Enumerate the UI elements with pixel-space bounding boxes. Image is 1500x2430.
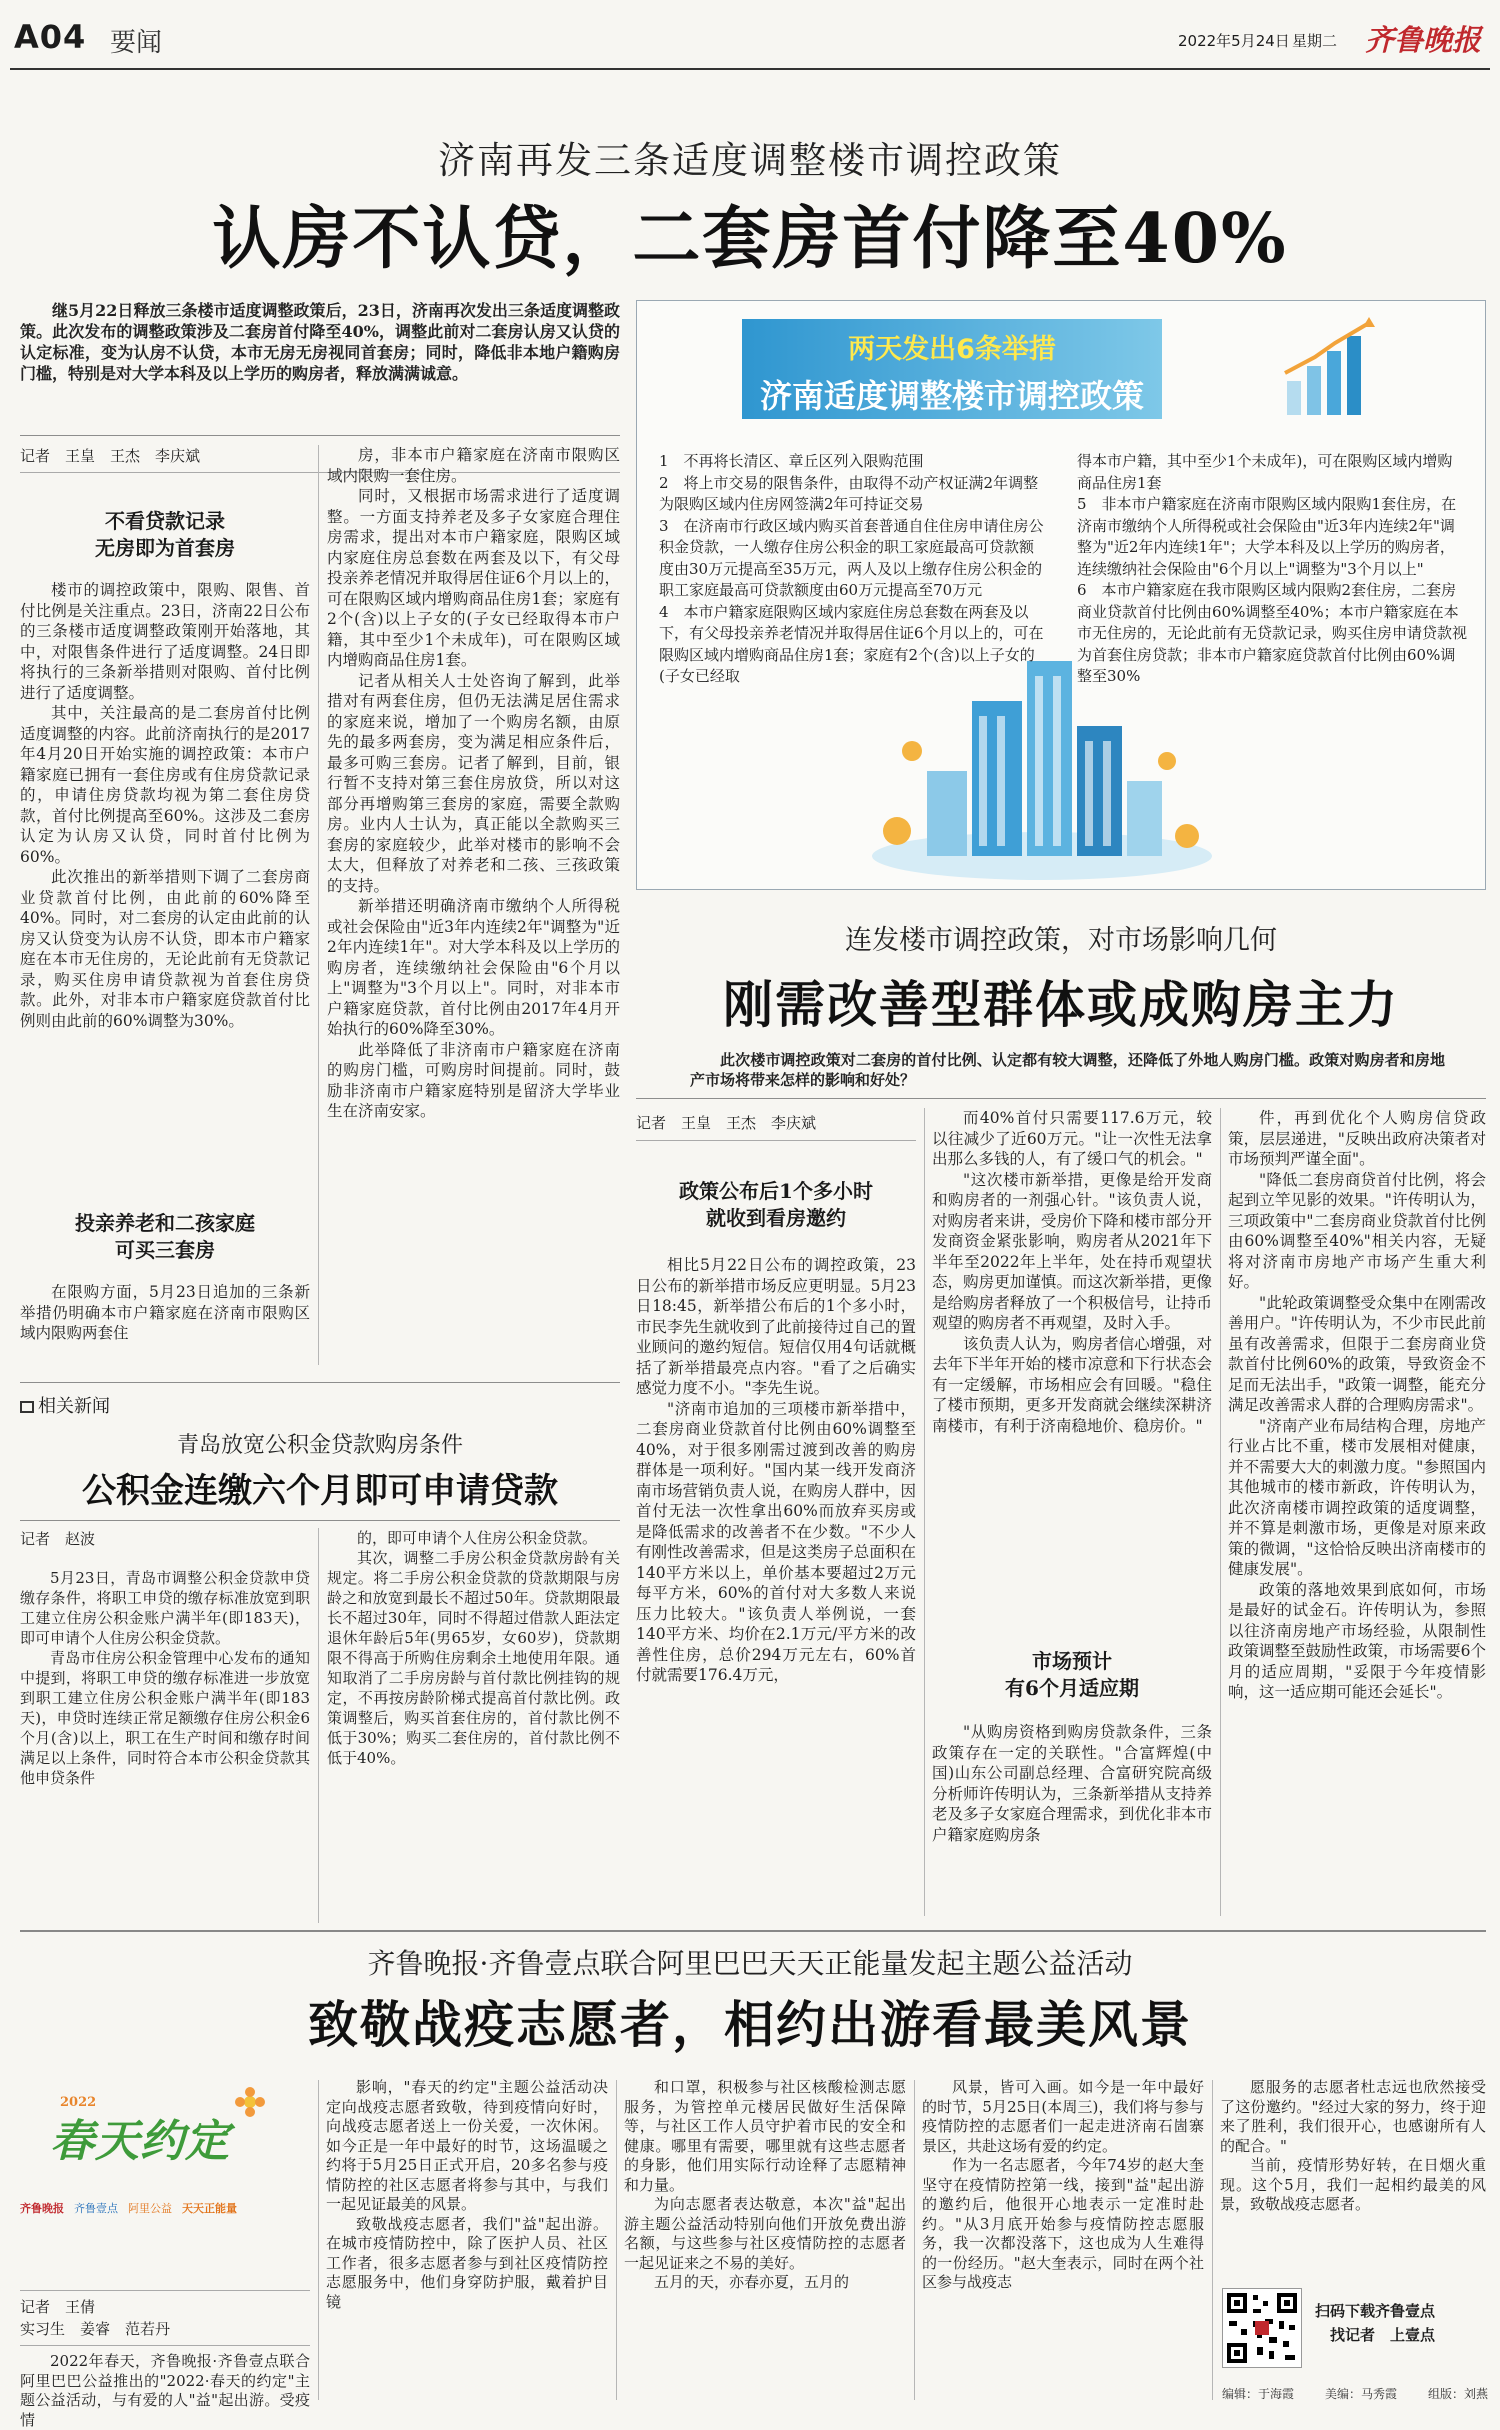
article2-byline: 记者 王皇 王杰 李庆斌: [636, 1114, 817, 1132]
page-credits: [1222, 2385, 1488, 2402]
issue-date: 2022年5月24日: [1178, 32, 1290, 50]
sponsor-logos: [20, 2200, 310, 2216]
sponsor-qlwb: 齐鲁晚报: [20, 2202, 64, 2215]
paragraph: 房，非本市户籍家庭在济南市限购区域内限购一套住房。: [327, 446, 620, 485]
article2-body-col2b: [932, 1722, 1212, 1845]
paragraph: 该负责人认为，购房者信心增强，对去年下半年开始的楼市凉意和下行状态会有一定缓解，市场相应会有回暖。"稳住了楼市预期，更多开发商就会继续深耕济南楼市，有利于济南稳地价、稳房价。": [932, 1334, 1212, 1435]
article1-byline: 记者 王皇 王杰 李庆斌: [20, 447, 201, 465]
paragraph: 楼市的调控政策中，限购、限售、首付比例是关注重点。23日，济南22日公布的三条楼市适度调整政策刚开始落地，其中，对限售条件进行了适度调整。24日即将执行的三条新举措则对限购、首付比例进行了适度调整。: [20, 581, 310, 702]
sponsor-ttznl: 天天正能量: [182, 2202, 237, 2215]
related-body-col2: [327, 1528, 620, 1768]
related-news-label: 相关新闻: [20, 1392, 110, 1418]
article3-headline: 致敬战疫志愿者，相约出游看最美风景: [308, 1995, 1192, 2054]
paragraph: 新举措还明确济南市缴纳个人所得税或社会保险由"近3年内连续2年"调整为"近2年内连续1年"。对大学本科及以上学历的购房者，连续缴纳社会保险由"6个月以上"调整为"3个月以上"。同时，对非本市户籍家庭贷款，首付比例由2017年4月开始执行的60%降至30%。: [327, 897, 620, 1038]
bar-chart-icon: [1277, 311, 1397, 421]
credit-editor: 编辑：于海霞: [1222, 2387, 1295, 2401]
qr-caption-2: 找记者 上壹点: [1330, 2326, 1436, 2344]
section-name: 要闻: [110, 28, 163, 58]
issue-weekday: 星期二: [1292, 32, 1338, 50]
document-icon: [20, 1401, 34, 1413]
paragraph: "从购房资格到购房贷款条件，三条政策存在一定的关联性。"合富辉煌(中国)山东公司副总经理、合富研究院高级分析师许传明认为，三条新举措从支持养老及多子女家庭合理需求，到优化非本市户籍家庭购房条: [932, 1723, 1212, 1844]
article2-subhead-2: 市场预计 有6个月适应期: [1005, 1649, 1139, 1700]
article3-body-col4: [922, 2078, 1204, 2293]
info-box-title-1: 两天发出6条举措: [848, 334, 1056, 365]
flower-icon: [235, 2087, 265, 2117]
paragraph: 的，即可申请个人住房公积金贷款。: [357, 1529, 598, 1547]
paragraph: "此轮政策调整受众集中在刚需改善用户。"许传明认为，不少市民此前虽有改善需求，但限于二套房商业贷款首付比例60%的政策，导致资金不足而无法出手，"政策一调整，能充分满足改善需求人群的合理购房需求"。: [1228, 1293, 1486, 1414]
paragraph: 为向志愿者表达敬意，本次"益"起出游主题公益活动特别向他们开放免费出游名额，与这些参与社区疫情防控的志愿者一起见证来之不易的美好。: [624, 2195, 906, 2272]
paragraph: 风景，皆可入画。如今是一年中最好的时节，5月25日(本周三)，我们将与参与疫情防控的志愿者们一起走进济南石崮寨景区，共赴这场有爱的约定。: [922, 2078, 1204, 2155]
article3-byline-1: 记者 王倩: [20, 2298, 96, 2316]
paragraph: 致敬战疫志愿者，我们"益"起出游。在城市疫情防控中，除了医护人员、社区工作者，很多志愿者参与到社区疫情防控志愿服务中，他们身穿防护服，戴着护目镜: [326, 2214, 608, 2311]
spring-appointment-logo: [20, 2075, 310, 2270]
article3-body-col1: [20, 2352, 310, 2430]
article2-body-col3: [1228, 1108, 1486, 1703]
related-kicker: 青岛放宽公积金贷款购房条件: [176, 1433, 463, 1458]
credit-proof: 组版：刘燕: [1427, 2387, 1488, 2401]
paragraph: 青岛市住房公积金管理中心发布的通知中提到，将职工申贷的缴存标准进一步放宽到职工建立住房公积金账户满半年(即183天)，申贷时连续正常足额缴存住房公积金6个月(含)以上，职工在生产时间和缴存时间满足以上条件，同时符合本市公积金贷款其他申贷条件: [20, 1649, 310, 1787]
paragraph: 此举降低了非济南市户籍家庭在济南的购房门槛，可购房时间提前。同时，鼓励非济南市户籍家庭特别是留济大学毕业生在济南安家。: [327, 1040, 620, 1120]
paragraph: "济南产业布局结构合理，房地产行业占比不重，楼市发展相对健康，并不需要大大的刺激力度。"参照国内其他城市的楼市新政，许传明认为，此次济南楼市调控政策的适度调整，并不算是刺激市场，更像是对原来政策的微调，"这恰恰反映出济南楼市的健康发展"。: [1228, 1416, 1486, 1578]
article3-body-col5: [1220, 2078, 1486, 2215]
masthead-rule: [10, 68, 1490, 70]
paragraph: 而40%首付只需要117.6万元，较以往减少了近60万元。"让一次性无法拿出那么多钱的人，有了缓口气的机会。": [932, 1109, 1212, 1168]
article1-kicker: 济南再发三条适度调整楼市调控政策: [438, 139, 1062, 182]
info-box-title-banner: [742, 319, 1162, 419]
paragraph: 政策的落地效果到底如何，市场是最好的试金石。许传明认为，参照以往济南房地产市场经验，从限制性政策调整至鼓励性政策，市场需要6个月的适应周期，"妥限于今年疫情影响，这一适应期可能还会延长"。: [1228, 1580, 1486, 1701]
paragraph: "这次楼市新举措，更像是给开发商和购房者的一剂强心针。"该负责人说，对购房者来讲，受房价下降和楼市部分开发商资金紧张影响，购房者从2021年下半年至2022年上半年，处在持币观望状态，购房更加谨慎。而这次新举措，更像是给购房者释放了一个积极信号，让持币观望的购房者不再观望，及时入手。: [932, 1170, 1212, 1332]
qr-caption-1: 扫码下载齐鲁壹点: [1315, 2302, 1436, 2320]
article2-lead: 此次楼市调控政策对二套房的首付比例、认定都有较大调整，还降低了外地人购房门槛。政策对购房者和房地产市场将带来怎样的影响和好处？: [690, 1051, 1445, 1089]
paragraph: 在限购方面，5月23日追加的三条新举措仍明确本市户籍家庭在济南市限购区域内限购两套住: [20, 1283, 310, 1342]
paragraph: 五月的天，亦春亦夏，五月的: [654, 2273, 850, 2291]
article2-subhead-1: 政策公布后1个多小时 就收到看房邀约: [679, 1179, 873, 1230]
page-number: A04: [14, 18, 87, 56]
paragraph: 当前，疫情形势好转，在日烟火重现。这个5月，我们一起相约最美的风景，致敬战疫志愿者。: [1220, 2156, 1486, 2213]
info-box-items-right: 得本市户籍，其中至少1个未成年)，可在限购区域内增购商品住房1套 5 非本市户籍家庭在济南市限购区域内限购1套住房，在济南市缴纳个人所得税或社会保险由"近3年内连续2年"调整为"近2年内连续1年"；大学本科及以上学历的购房者，连续缴纳社会保险由"6个月以上"调整为"3个月以上" 6 本市户籍家庭在我市限购区域内限购2套住房，二套房商业贷款首付比例由60%调整至40%；本市户籍家庭在本市无住房的，无论此前有无贷款记录，购买住房申请贷款视为首套住房贷款；非本市户籍家庭贷款首付比例由60%调整至30%: [1077, 452, 1468, 685]
sponsor-qlyd: 齐鲁壹点: [74, 2202, 118, 2215]
article1-lead: 继5月22日释放三条楼市适度调整政策后，23日，济南再次发出三条适度调整政策。此次发布的调整政策涉及二套房首付降至40%，调整此前对二套房认房又认贷的认定标准，变为认房不认贷，本市无房无房视同首套房；同时，降低非本地户籍购房门槛，特别是对大学本科及以上学历的购房者，释放满满诚意。: [20, 301, 620, 383]
paragraph: 2022年春天，齐鲁晚报·齐鲁壹点联合阿里巴巴公益推出的"2022·春天的约定"主题公益活动，与有爱的人"益"起出游。受疫情: [20, 2352, 310, 2429]
article1-headline: 认房不认贷，二套房首付降至40%: [212, 199, 1288, 279]
qr-code-icon[interactable]: [1222, 2288, 1302, 2368]
paragraph: "济南市追加的三项楼市新举措中，二套房商业贷款首付比例由60%调整至40%，对于很多刚需过渡到改善的购房群体是一项利好。"国内某一线开发商济南市场营销负责人说，在购房人群中，因首付无法一次性拿出60%而放弃买房或是降低需求的改善者不在少数。"不少人有刚性改善需求，但是这类房子总面积在140平方米以上，单价基本要超过2万元每平方米，60%的首付对大多数人来说压力比较大。"该负责人举例说，一套140平方米、均价在2.1万元/平方米的改善性住房，总价294万元左右，60%首付就需要176.4万元，: [636, 1399, 916, 1684]
article1-body-col1a: [20, 580, 310, 1031]
paragraph: 相比5月22日公布的调控政策，23日公布的新举措市场反应更明显。5月23日18:45，新举措公布后的1个多小时，市民李先生就收到了此前接待过自己的置业顾问的邀约短信。短信仅用4句话就概括了新举措最亮点内容。"看了之后确实感觉力度不小。"李先生说。: [636, 1256, 916, 1397]
related-byline: 记者 赵波: [20, 1530, 96, 1548]
logo-text: 春天约定: [50, 2116, 230, 2167]
article2-kicker: 连发楼市调控政策，对市场影响几何: [845, 925, 1277, 956]
related-body-col1: [20, 1568, 310, 1788]
article3-body-col2: [326, 2078, 608, 2312]
paragraph: 5月23日，青岛市调整公积金贷款申贷缴存条件，将职工申贷的缴存标准放宽到职工建立住房公积金账户满半年(即183天)，即可申请个人住房公积金贷款。: [20, 1569, 310, 1647]
paragraph: 其次，调整二手房公积金贷款房龄有关规定。将二手房公积金贷款的贷款期限与房龄之和放宽到最长不超过50年。贷款期限最长不超过30年，同时不得超过借款人距法定退休年龄后5年(男65岁，女60岁)，贷款期限不得高于所购住房剩余土地使用年限。通知取消了二手房房龄与首付款比例挂钩的规定，不再按房龄阶梯式提高首付款比例。政策调整后，购买首套住房的，首付款比例不低于30%；购买二套住房的，首付款比例不低于40%。: [327, 1549, 620, 1767]
paragraph: 同时，又根据市场需求进行了适度调整。一方面支持养老及多子女家庭合理住房需求，提出对本市户籍家庭，限购区域内家庭住房总套数在两套及以下，有父母投亲养老情况并取得居住证6个月以上的，可在限购区域内增购商品住房1套；家庭有2个(含)以上子女的(子女已经取得本市户籍，其中至少1个未成年)，可在限购区域内增购商品住房1套。: [327, 487, 620, 669]
article2-body-col1: [636, 1255, 916, 1686]
paragraph: "降低二套房商贷首付比例，将会起到立竿见影的效果。"许传明认为，三项政策中"二套房商业贷款首付比例由60%调整至40%"相关内容，无疑将对济南市房地产市场产生重大利好。: [1228, 1170, 1486, 1291]
article1-body-col1b: [20, 1282, 310, 1344]
newspaper-logo: 齐鲁晚报: [1365, 23, 1482, 57]
paragraph: 影响，"春天的约定"主题公益活动决定向战疫志愿者致敬，待到疫情向好时，向战疫志愿者送上一份关爱，一次休闲。如今正是一年中最好的时节，这场温暖之约将于5月25日正式开启，20多名参与疫情防控的社区志愿者将参与其中，与我们一起见证最美的风景。: [326, 2078, 608, 2213]
logo-year: 2022: [60, 2095, 97, 2110]
article3-byline-2: 实习生 姜睿 范若丹: [20, 2320, 171, 2338]
article1-subhead-2: 投亲养老和二孩家庭 可买三套房: [75, 1211, 255, 1262]
page-header: [0, 0, 1500, 72]
credit-designer: 美编：马秀霞: [1324, 2387, 1397, 2401]
paragraph: 其中，关注最高的是二套房首付比例适度调整的内容。此前济南执行的是2017年4月20日开始实施的调控政策：本市户籍家庭已拥有一套住房或有住房贷款记录的，申请住房贷款均视为第二套住房贷款，首付比例提高至60%。这涉及二套房认定为认房又认贷，同时首付比例为60%。: [20, 704, 310, 866]
paragraph: 件，再到优化个人购房信贷政策，层层递进，"反映出政府决策者对市场预判严谨全面"。: [1228, 1109, 1486, 1168]
paragraph: 愿服务的志愿者杜志远也欣然接受了这份邀约。"经过大家的努力，终于迎来了胜利，我们很开心，也感谢所有人的配合。": [1220, 2078, 1486, 2155]
policy-info-box: [636, 300, 1486, 890]
article3-kicker: 齐鲁晚报·齐鲁壹点联合阿里巴巴天天正能量发起主题公益活动: [367, 1947, 1133, 1980]
article1-body-col2: [327, 445, 620, 1122]
article2-headline: 刚需改善型群体或成购房主力: [723, 975, 1399, 1034]
article1-subhead-1: 不看贷款记录 无房即为首套房: [95, 509, 235, 560]
info-box-title-2: 济南适度调整楼市调控政策: [759, 377, 1144, 415]
paragraph: 作为一名志愿者，今年74岁的赵大奎坚守在疫情防控第一线，接到"益"起出游的邀约后，他很开心地表示一定准时赴约。"从3月底开始参与疫情防控志愿服务，我一次都没落下，这也成为人生难得的一份经历。"赵大奎表示，同时在两个社区参与战疫志: [922, 2156, 1204, 2291]
info-box-items-left: 1 不再将长清区、章丘区列入限购范围 2 将上市交易的限售条件，由取得不动产权证满2年调整为限购区域内住房网签满2年可持证交易 3 在济南市行政区域内购买首套普通自住住房申请住房公积金贷款，一人缴存住房公积金的职工家庭最高可贷款额度由30万元提高至35万元，两人及以上缴存住房公积金的职工家庭最高可贷款额度由60万元提高至70万元 4 本市户籍家庭限购区域内家庭住房总套数在两套及以下，有父母投亲养老情况并取得居住证6个月以上的，可在限购区域内增购商品住房1套；家庭有2个(含)以上子女的(子女已经取: [659, 452, 1044, 685]
sponsor-alibaba: 阿里公益: [128, 2202, 172, 2215]
paragraph: 此次推出的新举措则下调了二套房商业贷款首付比例，由此前的60%降至40%。同时，对二套房的认定由此前的认房又认贷变为认房不认贷，即本市户籍家庭在本市无住房的，无论此前有无贷款记录，购买住房申请贷款视为首套住房贷款。此外，对非本市户籍家庭贷款首付比例则由此前的60%调整为30%。: [20, 868, 310, 1030]
related-headline: 公积金连缴六个月即可申请贷款: [82, 1471, 558, 1511]
article2-body-col2a: [932, 1108, 1212, 1436]
article3-body-col3: [624, 2078, 906, 2293]
paragraph: 和口罩，积极参与社区核酸检测志愿服务，为管控单元楼居民做好生活保障等，与社区工作人员守护着市民的安全和健康。哪里有需要，哪里就有这些志愿者的身影，他们用实际行动诠释了志愿精神和力量。: [624, 2078, 906, 2194]
paragraph: 记者从相关人士处咨询了解到，此举措对有两套住房，但仍无法满足居住需求的家庭来说，增加了一个购房名额，由原先的最多两套房，变为满足相应条件后，最多可购三套房。记者了解到，目前，银行暂不支持对第三套住房放贷，所以对这部分再增购第三套房的家庭，需要全款购房。业内人士认为，真正能以全款购买三套房的家庭较少，此举对楼市的影响不会太大，但释放了对养老和二孩、三孩政策的支持。: [327, 671, 620, 895]
